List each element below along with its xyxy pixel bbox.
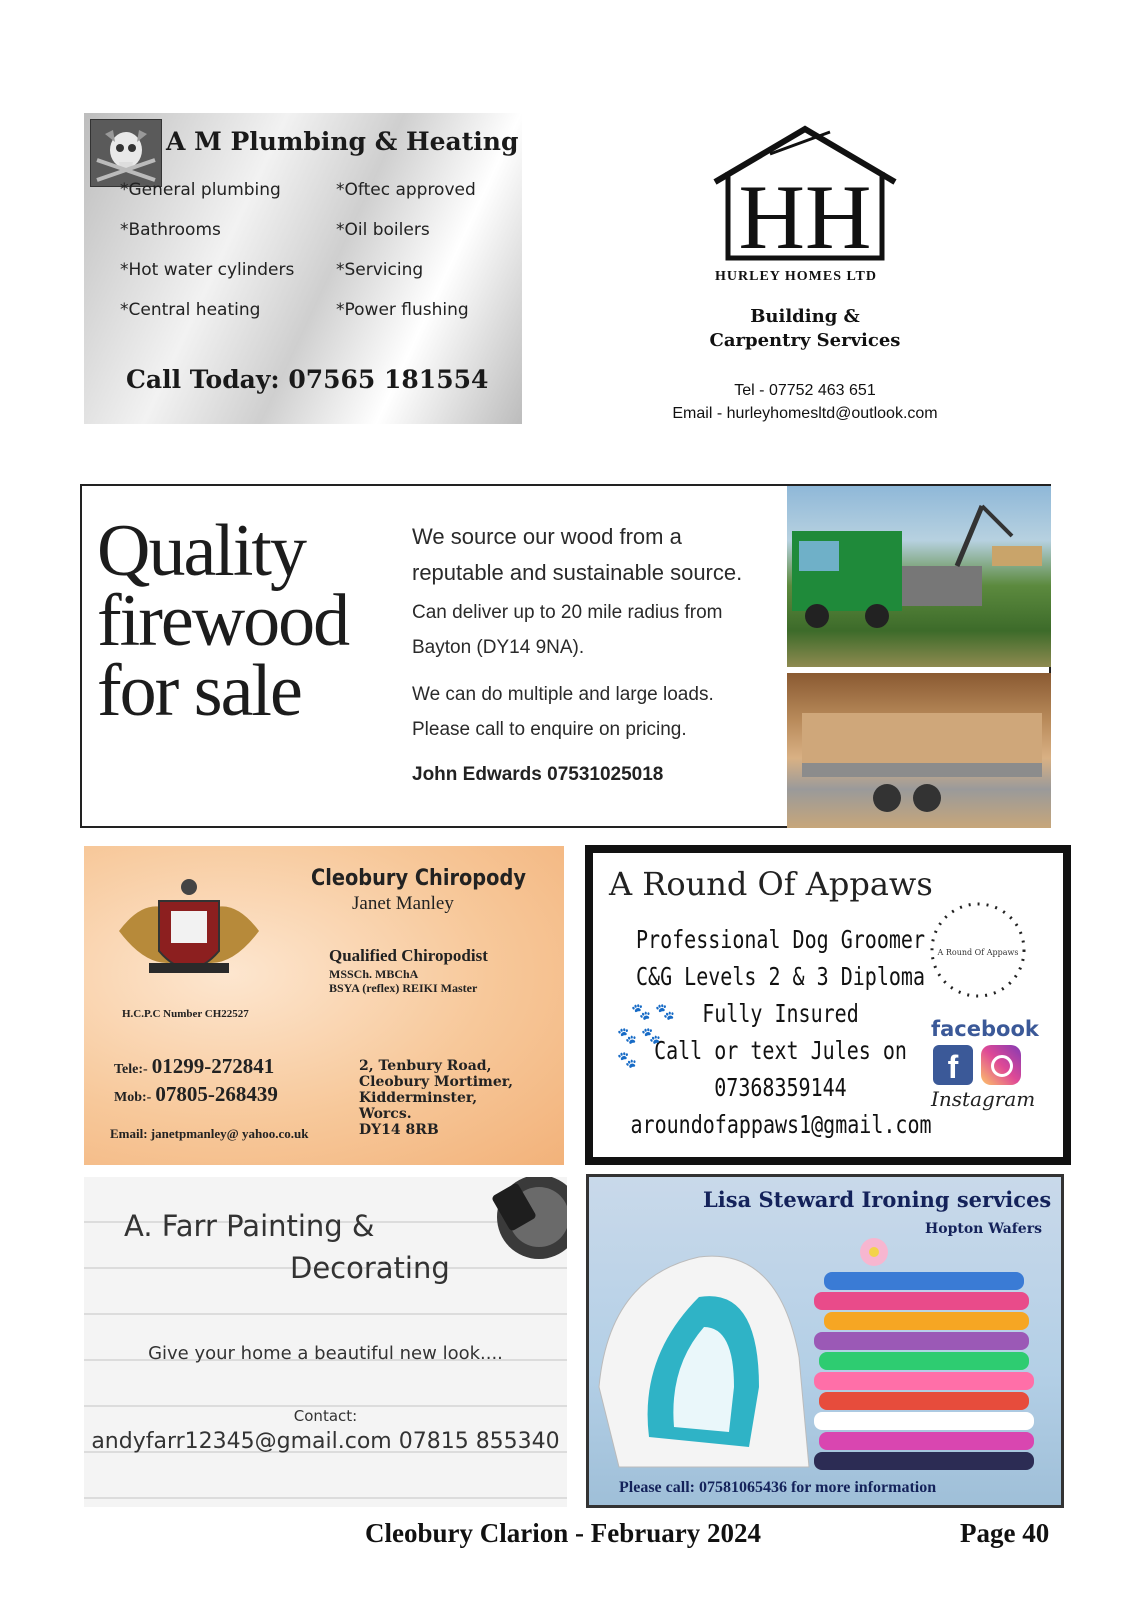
paw-prints-icon: 🐾 🐾 🐾 🐾 🐾 [617, 1004, 676, 1069]
source-line: We source our wood from a [412, 524, 682, 549]
paint-roller-icon [479, 1177, 567, 1267]
facebook-label: facebook [931, 1017, 1039, 1041]
trailer-photo [787, 673, 1051, 828]
service-item: *Power flushing [336, 300, 469, 320]
firewood-headline [97, 510, 349, 732]
headline-line: firewood [97, 580, 349, 662]
skull-logo-icon [90, 119, 162, 187]
hurley-email: Email - hurleyhomesltd@outlook.com [672, 405, 938, 422]
appaws-line: Fully Insured [702, 999, 859, 1028]
clothes-stack-icon [804, 1232, 1054, 1482]
appaws-advert [585, 845, 1071, 1165]
tel-label: Tele:- [114, 1062, 148, 1077]
farr-contact: andyfarr12345@gmail.com 07815 855340 [91, 1429, 560, 1454]
service-item: *General plumbing [120, 180, 281, 200]
address-line: DY14 8RB [359, 1122, 439, 1138]
ironing-advert [586, 1174, 1064, 1508]
service-item: *Hot water cylinders [120, 260, 295, 280]
delivery-line: Bayton (DY14 9NA). [412, 637, 585, 658]
loads-line: We can do multiple and large loads. [412, 684, 714, 705]
instagram-label: Instagram [931, 1087, 1036, 1111]
appaws-line: C&G Levels 2 & 3 Diploma [636, 962, 925, 991]
mob-number: 07805-268439 [155, 1082, 278, 1106]
loads-line: Please call to enquire on pricing. [412, 719, 687, 740]
ironing-title: Lisa Steward Ironing services [703, 1187, 1052, 1212]
source-line: reputable and sustainable source. [412, 560, 743, 585]
house-logo-icon [710, 124, 900, 264]
plumbing-call: Call Today: 07565 181554 [126, 365, 489, 394]
qualification: Qualified Chiropodist [329, 946, 488, 965]
ironing-call: Please call: 07581065436 for more information [619, 1479, 937, 1496]
ironing-location: Hopton Wafers [925, 1221, 1042, 1237]
address-line: 2, Tenbury Road, [359, 1058, 492, 1074]
service-item: *Central heating [120, 300, 261, 320]
truck-photo [787, 486, 1051, 667]
chiropody-email: Email: janetpmanley@ yahoo.co.uk [110, 1126, 309, 1141]
appaws-title: A Round Of Appaws [609, 865, 933, 903]
svg-text:HH: HH [738, 166, 872, 264]
service-item: *Oil boilers [336, 220, 430, 240]
service-line: Carpentry Services [709, 330, 901, 351]
chiropody-advert [84, 846, 564, 1165]
farr-advert [84, 1177, 567, 1507]
credentials: MSSCh. MBChA [329, 967, 419, 981]
company-name: HURLEY HOMES LTD [715, 269, 877, 284]
tel-row [114, 1054, 274, 1079]
appaws-line: Call or text Jules on [654, 1036, 907, 1065]
headline-line: for sale [97, 650, 301, 732]
appaws-line: aroundofappaws1@gmail.com [630, 1110, 932, 1139]
address-block [359, 1058, 513, 1138]
farr-tagline: Give your home a beautiful new look.... [148, 1343, 503, 1364]
appaws-badge-icon [923, 895, 1033, 1005]
footer-title: Cleobury Clarion - February 2024 [365, 1518, 761, 1548]
firewood-advert [80, 484, 1051, 828]
address-line: Cleobury Mortimer, [359, 1074, 514, 1090]
hcpc-number: H.C.P.C Number CH22527 [122, 1008, 249, 1020]
service-line: Building & [750, 306, 860, 327]
iron-icon [589, 1237, 819, 1477]
tel-number: 01299-272841 [151, 1054, 275, 1078]
farr-title: Decorating [290, 1251, 450, 1285]
delivery-line: Can deliver up to 20 mile radius from [412, 602, 723, 623]
page-number: Page 40 [960, 1518, 1050, 1548]
address-line: Worcs. [359, 1106, 412, 1122]
farr-title: A. Farr Painting & [124, 1209, 375, 1243]
farr-contact-label: Contact: [293, 1407, 358, 1425]
chiropodist-name: Janet Manley [352, 893, 454, 914]
plumbing-advert [84, 113, 522, 424]
mob-row [114, 1082, 278, 1107]
svg-text:A Round Of Appaws: A Round Of Appaws [937, 948, 1019, 957]
service-item: *Oftec approved [336, 180, 476, 200]
facebook-icon[interactable]: f [933, 1045, 973, 1085]
hurley-tel: Tel - 07752 463 651 [734, 382, 876, 399]
headline-line: Quality [97, 510, 305, 592]
appaws-line: Professional Dog Groomer [636, 925, 925, 954]
plumbing-title: A M Plumbing & Heating [166, 127, 519, 156]
mob-label: Mob:- [114, 1090, 152, 1105]
service-item: *Bathrooms [120, 220, 221, 240]
hurley-advert [660, 120, 950, 430]
appaws-line: 07368359144 [714, 1073, 847, 1102]
firewood-contact: John Edwards 07531025018 [412, 764, 664, 785]
address-line: Kidderminster, [359, 1090, 478, 1106]
instagram-icon[interactable] [981, 1045, 1021, 1085]
chiropody-title: Cleobury Chiropody [311, 866, 526, 891]
service-item: *Servicing [336, 260, 424, 280]
credentials: BSYA (reflex) REIKI Master [329, 981, 478, 995]
crest-logo-icon [109, 871, 269, 1001]
